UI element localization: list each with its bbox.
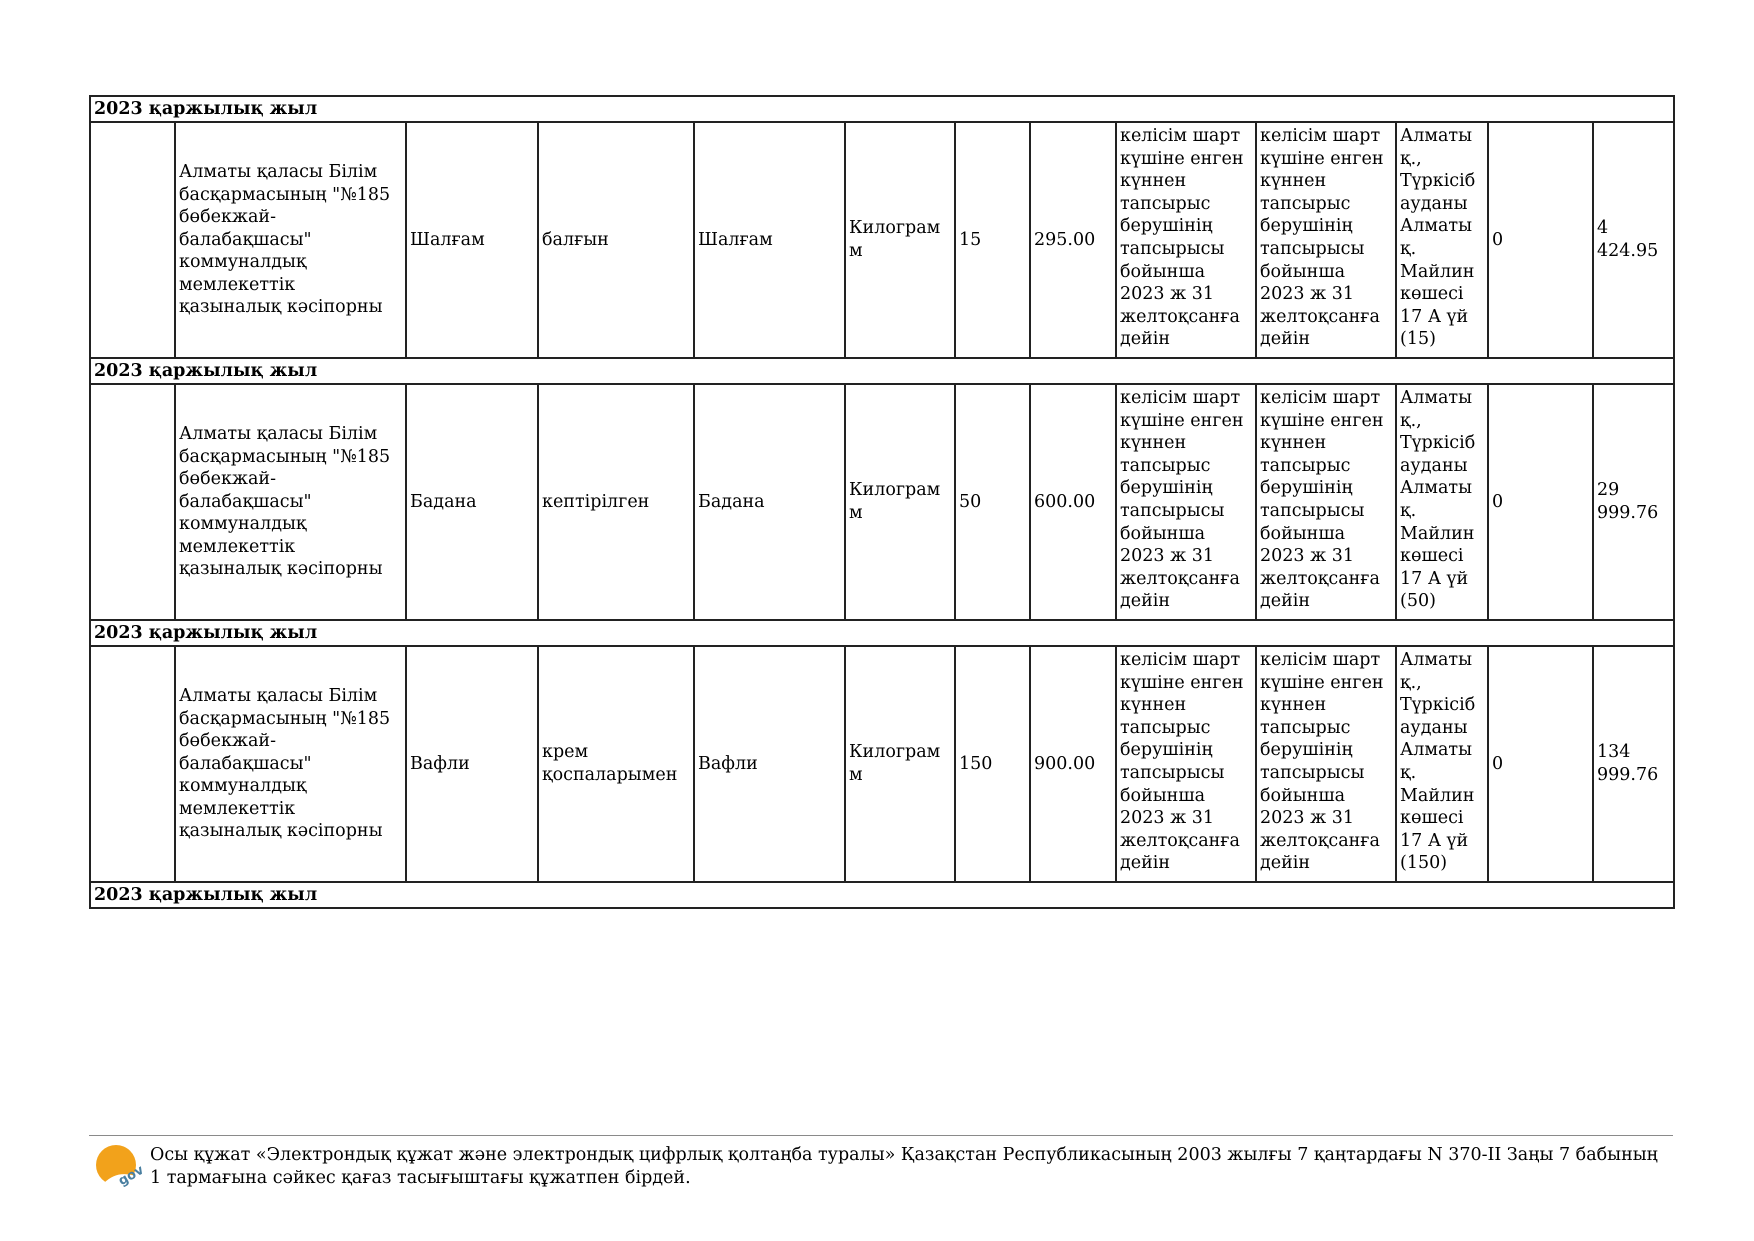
total-cell: 29 999.76 <box>1593 384 1674 620</box>
fiscal-year-row <box>90 882 1674 908</box>
fiscal-year-label: 2023 қаржылық жыл <box>90 96 1674 122</box>
item-name-cell: Шалғам <box>406 122 538 358</box>
row-number <box>90 646 175 882</box>
row-number <box>90 384 175 620</box>
order-term-cell: келісім шарт күшіне енген күннен тапсырыс берушінің тапсырысы бойынша 2023 ж 31 желтоқсанға дейін <box>1256 646 1396 882</box>
total-cell: 134 999.76 <box>1593 646 1674 882</box>
item-name-cell: Вафли <box>406 646 538 882</box>
unit-cell: Килограмм <box>845 122 955 358</box>
item-description-cell: кептірілген <box>538 384 694 620</box>
fiscal-year-row <box>90 620 1674 646</box>
item-description-cell: балғын <box>538 122 694 358</box>
unit-cell: Килограмм <box>845 384 955 620</box>
table-row <box>90 384 1674 620</box>
fiscal-year-label: 2023 қаржылық жыл <box>90 620 1674 646</box>
table-row <box>90 646 1674 882</box>
item-extra-cell: Шалғам <box>694 122 845 358</box>
svg-text:gov: gov <box>116 1162 147 1190</box>
item-name-cell: Бадана <box>406 384 538 620</box>
delivery-term-cell: келісім шарт күшіне енген күннен тапсырыс берушінің тапсырысы бойынша 2023 ж 31 желтоқсанға дейін <box>1116 646 1256 882</box>
quantity-cell: 50 <box>955 384 1030 620</box>
delivery-term-cell: келісім шарт күшіне енген күннен тапсырыс берушінің тапсырысы бойынша 2023 ж 31 желтоқсанға дейін <box>1116 122 1256 358</box>
delivery-place-cell: Алматы қ., Түркісіб ауданы Алматы қ. Майлин көшесі 17 А үй (150) <box>1396 646 1488 882</box>
quantity-cell: 15 <box>955 122 1030 358</box>
customer-cell: Алматы қаласы Білім басқармасының "№185 бөбекжай-балабақшасы" коммуналдық мемлекеттік қазыналық кәсіпорны <box>175 384 406 620</box>
advance-cell: 0 <box>1488 646 1593 882</box>
total-cell: 4 424.95 <box>1593 122 1674 358</box>
legal-notice: Осы құжат «Электрондық құжат және электрондық цифрлық қолтаңба туралы» Қазақстан Республикасының 2003 жылғы 7 қаңтардағы N 370-II Заңы 7 бабының 1 тармағына сәйкес қағаз тасығыштағы құжатпен бірдей. <box>150 1145 1658 1188</box>
delivery-term-cell: келісім шарт күшіне енген күннен тапсырыс берушінің тапсырысы бойынша 2023 ж 31 желтоқсанға дейін <box>1116 384 1256 620</box>
customer-cell: Алматы қаласы Білім басқармасының "№185 бөбекжай-балабақшасы" коммуналдық мемлекеттік қазыналық кәсіпорны <box>175 122 406 358</box>
procurement-table <box>89 95 1675 909</box>
row-number <box>90 122 175 358</box>
delivery-place-cell: Алматы қ., Түркісіб ауданы Алматы қ. Майлин көшесі 17 А үй (50) <box>1396 384 1488 620</box>
price-cell: 600.00 <box>1030 384 1116 620</box>
advance-cell: 0 <box>1488 122 1593 358</box>
fiscal-year-row <box>90 358 1674 384</box>
item-extra-cell: Бадана <box>694 384 845 620</box>
order-term-cell: келісім шарт күшіне енген күннен тапсырыс берушінің тапсырысы бойынша 2023 ж 31 желтоқсанға дейін <box>1256 122 1396 358</box>
customer-cell: Алматы қаласы Білім басқармасының "№185 бөбекжай-балабақшасы" коммуналдық мемлекеттік қазыналық кәсіпорны <box>175 646 406 882</box>
table-row <box>90 122 1674 358</box>
item-extra-cell: Вафли <box>694 646 845 882</box>
fiscal-year-label: 2023 қаржылық жыл <box>90 882 1674 908</box>
item-description-cell: крем қоспаларымен <box>538 646 694 882</box>
order-term-cell: келісім шарт күшіне енген күннен тапсырыс берушінің тапсырысы бойынша 2023 ж 31 желтоқсанға дейін <box>1256 384 1396 620</box>
fiscal-year-row <box>90 96 1674 122</box>
quantity-cell: 150 <box>955 646 1030 882</box>
fiscal-year-label: 2023 қаржылық жыл <box>90 358 1674 384</box>
price-cell: 295.00 <box>1030 122 1116 358</box>
price-cell: 900.00 <box>1030 646 1116 882</box>
footer <box>89 1135 1673 1189</box>
advance-cell: 0 <box>1488 384 1593 620</box>
e-gov-seal-icon <box>94 1143 147 1191</box>
unit-cell: Килограмм <box>845 646 955 882</box>
delivery-place-cell: Алматы қ., Түркісіб ауданы Алматы қ. Майлин көшесі 17 А үй (15) <box>1396 122 1488 358</box>
